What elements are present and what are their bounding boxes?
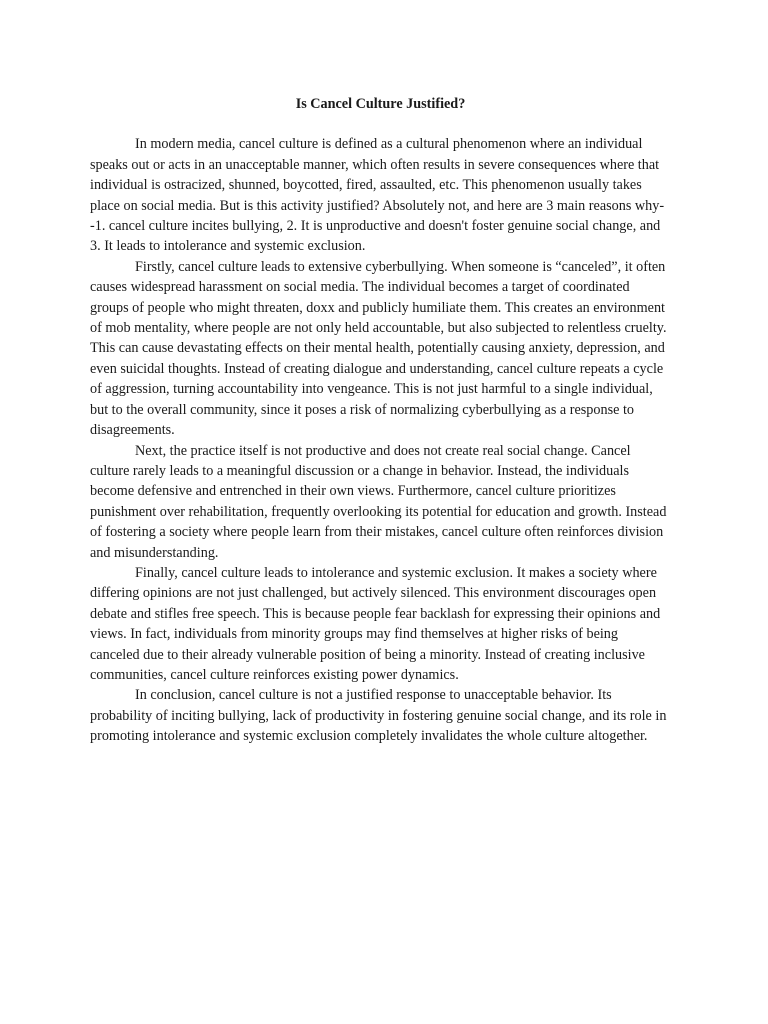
document-title: Is Cancel Culture Justified? — [295, 96, 466, 112]
document-body — [90, 94, 671, 747]
paragraph-introduction: In modern media, cancel culture is defined as a cultural phenomenon where an individual speaks out or acts in an unacceptable manner, which often results in severe consequences where that individual is ostracized, shunned, boycotted, fired, assaulted, etc. This phenomenon usually takes place on social media. But is this activity justified? Absolutely not, and here are 3 main reasons why--1. cancel culture incites bullying, 2. It is unproductive and doesn't foster genuine social change, and 3. It leads to intolerance and systemic exclusion. — [90, 136, 665, 255]
paragraph-conclusion: In conclusion, cancel culture is not a justified response to unacceptable behavior. Its probability of inciting bullying, lack of productivity in fostering genuine social change, and its role in promoting intolerance and systemic exclusion completely invalidates the whole culture altogether. — [90, 687, 667, 745]
paragraph-intolerance: Finally, cancel culture leads to intolerance and systemic exclusion. It makes a society where differing opinions are not just challenged, but actively silenced. This environment discourages open debate and stifles free speech. This is because people fear backlash for expressing their opinions and views. In fact, individuals from minority groups may find themselves at higher risks of being canceled due to their already vulnerable position of being a minority. Instead of creating inclusive communities, cancel culture reinforces existing power dynamics. — [90, 564, 661, 683]
paragraph-unproductive: Next, the practice itself is not productive and does not create real social change. Cancel culture rarely leads to a meaningful discussion or a change in behavior. Instead, the individuals become defensive and entrenched in their own views. Furthermore, cancel culture prioritizes punishment over rehabilitation, frequently overlooking its potential for education and growth. Instead of fostering a society where people learn from their mistakes, cancel culture often reinforces division and misunderstanding. — [90, 442, 667, 561]
paragraph-cyberbullying: Firstly, cancel culture leads to extensive cyberbullying. When someone is “canceled”, it often causes widespread harassment on social media. The individual becomes a target of coordinated groups of people who might threaten, doxx and publicly humiliate them. This creates an environment of mob mentality, where people are not only held accountable, but also subjected to relentless cruelty. This can cause devastating effects on their mental health, potentially causing anxiety, depression, and even suicidal thoughts. Instead of creating dialogue and understanding, cancel culture repeats a cycle of aggression, turning accountability into vengeance. This is not just harmful to a single individual, but to the overall community, since it poses a risk of normalizing cyberbullying as a response to disagreements. — [90, 258, 667, 439]
